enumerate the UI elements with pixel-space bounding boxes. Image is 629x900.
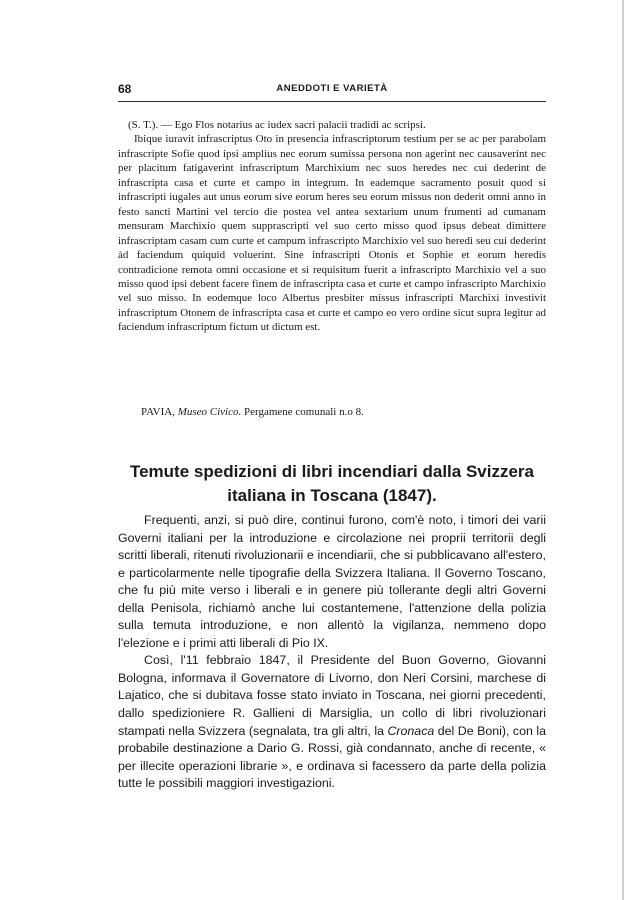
article-paragraph <box>118 652 546 792</box>
source-citation <box>141 406 546 418</box>
article-paragraph: Frequenti, anzi, si può dire, continui furono, com'è noto, i timori dei varii Governi italiani per la introduzione e circolazione nei proprii territorii degli scritti liberali, ritenuti rivoluzionarii e incendiarii, che si pubblicavano all'estero, e particolarmente nelle tipografie della Svizzera Italiana. Il Governo Toscano, che fu più mite verso i liberali e in genere più tollerante degli altri Governi della Penisola, richiamò anche lui costantemene, l'attenzione della polizia sulla temuta introduzione, e non allentò la vigilanza, nemmeno dopo l'elezione e i primi atti liberali di Pio IX. <box>118 513 546 650</box>
article-text: Così, l'11 febbraio 1847, il Presidente del Buon Governo, Giovanni Bologna, informava il Governatore di Livorno, don Neri Corsini, marchese di Lajatico, che si dubitava fosse stato inviato in Toscana, nei giorni precedenti, dallo spedizioniere R. Gallieni di Marsiglia, un collo di libri rivoluzionari stampati nella Svizzera (segnalata, tra gli altri, la <box>118 653 546 738</box>
header-rule <box>118 101 546 102</box>
article-italic-title: Cronaca <box>387 723 435 738</box>
page-header <box>118 82 546 98</box>
source-archive: Museo Civico. <box>177 406 242 418</box>
running-title: ANEDDOTI E VARIETÀ <box>276 83 388 94</box>
source-city: PAVIA, <box>141 406 175 418</box>
article-title-line: Temute spedizioni di libri incendiari dalla Svizzera <box>129 462 534 481</box>
article-text: del De Boni), con la probabile destinazione a Dario G. Rossi, già condannato, anche di recente, « per illecite operazioni librarie », e ordinava si facessero da parte della polizia tutte le possibili maggiori investigazioni. <box>118 723 546 791</box>
page-edge <box>622 0 624 900</box>
article-title-line: italiana in Toscana (1847). <box>227 486 437 505</box>
latin-document <box>118 118 546 335</box>
page-number: 68 <box>118 82 132 96</box>
article-title <box>118 460 546 508</box>
article-body <box>118 512 546 793</box>
latin-paragraph: Ibique iuravit infrascriptus Oto in presencia infrascriptorum testium per se ac per parabolam infrascripte Sofie quod ipsi amplius nec eorum sumissa persona non agerint nec causaverint nec per placitum fatigaverint infrascriptum Marchixium nec suos heredes nec cui dederint de infrascripta casa et curte et campo in integrum. In eademque sacramento posuit quod si infrascripti iugales aut unus eorum sive eorum heres seu eorum missus non dederit omni anno in festo sancti Martini vel tercio die postea vel antea sextarium unum frumenti ad cumanam mensuram Marchixio quem supprascripti vel suo certo misso quod ipsus debeat dimittere infrascriptam casam cum curte et campum infrascripto Marchixio vel suo heredi seu cui dederint àd faciendum quiquid voluerint. Sine infrascripti Otonis et Sophie et eorum heredis contradicione remota omni occasione et si requisitum fuerit a infrascripto Marchixio vel a suo misso quod ipsi debent facere finem de infrascripta casa et curte et campo infrascripto Marchixio vel suo misso. In eodemque loco Albertus presbiter missus infrascripti Marchixi investivit infrascriptum Otonem de infrascripta casa et curte et campo eo vero ordine sicut supra legitur ad faciendum infrascriptum fictum ut dictum est. <box>118 133 546 334</box>
source-collection: Pergamene comunali n.o 8. <box>243 406 364 418</box>
latin-paragraph: (S. T.). — Ego Flos notarius ac iudex sacri palacii tradidi ac scripsi. <box>128 119 426 131</box>
